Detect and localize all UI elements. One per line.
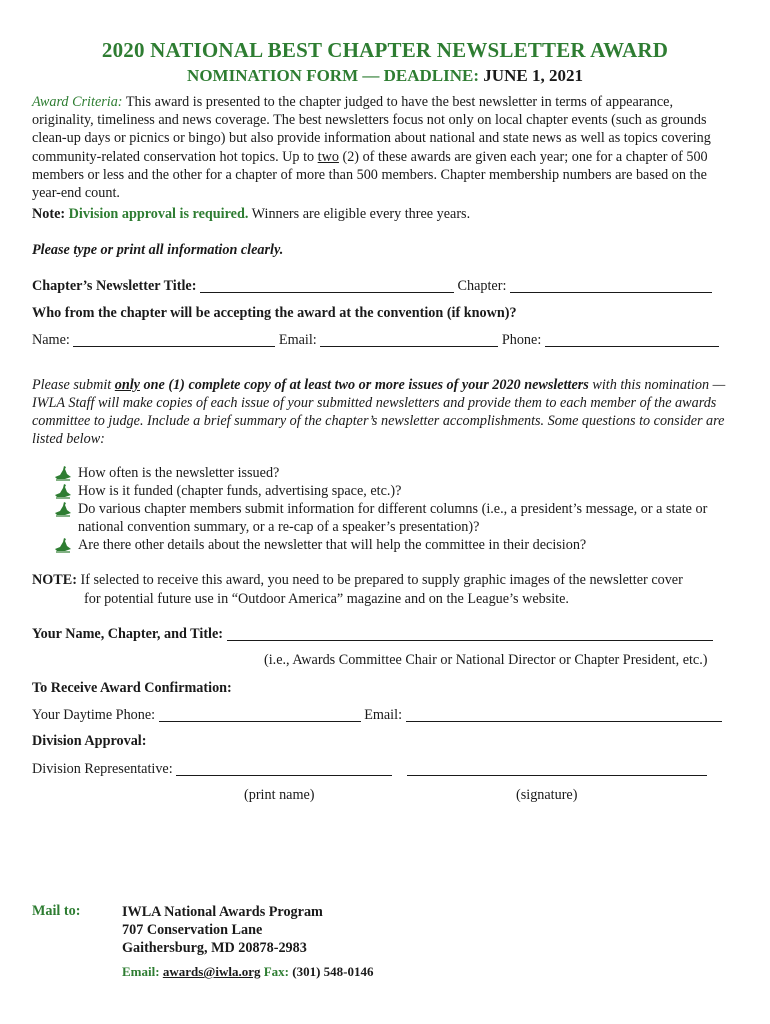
goose-icon — [54, 483, 72, 499]
note2-line2: for potential future use in “Outdoor America” magazine and on the League’s website. — [84, 590, 569, 607]
fax-number: (301) 548-0146 — [292, 964, 374, 979]
accepting-question: Who from the chapter will be accepting the award at the convention (if known)? — [32, 305, 517, 321]
fax-label: Fax: — [263, 964, 290, 979]
list-item — [54, 464, 738, 482]
instructions: Please type or print all information clearly. — [32, 242, 284, 258]
note2-label: NOTE: — [32, 572, 77, 588]
newsletter-title-row — [32, 278, 738, 295]
question-text: How often is the newsletter issued? — [78, 465, 280, 481]
newsletter-title-field[interactable] — [200, 278, 454, 293]
question-text: Do various chapter members submit information for different columns (i.e., a president’s message, or a state or national convention summary, or a re-cap of a speaker’s presentation)? — [78, 501, 708, 535]
print-name-caption: (print name) — [244, 787, 315, 803]
page-title: 2020 NATIONAL BEST CHAPTER NEWSLETTER AWARD — [101, 38, 669, 62]
submission-instructions — [32, 376, 738, 448]
chapter-field[interactable] — [510, 278, 712, 293]
name-label: Name: — [32, 332, 70, 348]
address-line: IWLA National Awards Program — [122, 904, 323, 920]
nominator-field[interactable] — [227, 626, 713, 641]
nominator-label: Your Name, Chapter, and Title: — [32, 626, 224, 642]
daytime-phone-label: Your Daytime Phone: — [32, 707, 156, 723]
criteria-text-before: This award is presented to the chapter judged to have the best newsletter in terms of appearance, originality, timeliness and news coverage. The best newsletters focus not only on local chapter events (such as grounds clean-up days or picnics or bingo) but also provide information about national and state news as well as topics covering community-related conservation hot topics. Up to — [32, 94, 711, 165]
newsletter-title-label: Chapter’s Newsletter Title: — [32, 278, 197, 294]
note-highlight: Division approval is required. — [65, 206, 249, 222]
mail-to-label: Mail to: — [32, 903, 81, 919]
submit-before: Please submit — [32, 377, 115, 393]
list-item — [54, 500, 738, 536]
phone-field[interactable] — [545, 332, 719, 347]
division-rep-label: Division Representative: — [32, 761, 173, 777]
name-field[interactable] — [73, 332, 275, 347]
award-criteria-label: Award Criteria: — [32, 94, 123, 110]
phone-label: Phone: — [501, 332, 542, 348]
deadline-date: JUNE 1, 2021 — [483, 66, 583, 85]
submit-bold: one (1) complete copy of at least two or more issues of your 2020 newsletters — [139, 377, 589, 393]
chapter-label: Chapter: — [457, 278, 507, 294]
contact-email-link[interactable]: awards@iwla.org — [162, 964, 261, 979]
question-text: How is it funded (chapter funds, advertising space, etc.)? — [78, 483, 402, 499]
daytime-phone-field[interactable] — [159, 707, 361, 722]
acceptor-row — [32, 332, 738, 349]
submit-only: only — [114, 377, 140, 393]
division-heading: Division Approval: — [32, 733, 147, 749]
contact-email-label: Email: — [122, 964, 160, 979]
question-list — [54, 464, 738, 554]
nominator-row — [32, 626, 738, 643]
list-item — [54, 482, 738, 500]
division-rep-signature-field[interactable] — [407, 761, 707, 776]
goose-icon — [54, 465, 72, 481]
goose-icon — [54, 537, 72, 553]
confirmation-email-label: Email: — [364, 707, 403, 723]
email-label: Email: — [278, 332, 317, 348]
nomination-form-label: NOMINATION FORM — DEADLINE: — [187, 66, 480, 85]
note-label: Note: — [32, 206, 66, 222]
note2-line1: If selected to receive this award, you need to be prepared to supply graphic images of the newsletter cover — [76, 572, 683, 588]
division-note — [32, 206, 470, 223]
criteria-text-after: (2) of these awards are given each year; one for a chapter of 500 members or less and the other for a chapter of more than 500 members. Chapter membership numbers are based on the year-end count. — [32, 148, 708, 202]
note-rest: Winners are eligible every three years. — [248, 206, 471, 222]
confirmation-email-field[interactable] — [406, 707, 722, 722]
division-rep-name-field[interactable] — [176, 761, 392, 776]
mailing-address — [122, 903, 323, 957]
page-subtitle — [32, 66, 738, 86]
confirmation-row — [32, 707, 738, 724]
confirmation-heading: To Receive Award Confirmation: — [32, 680, 232, 696]
submit-after: with this nomination — IWLA Staff will make copies of each issue of your submitted newsletters and provide them to each member of the awards committee to judge. Include a brief summary of the chapter’s newsletter accomplishments. Some questions to consider are listed below: — [32, 377, 726, 447]
signature-caption: (signature) — [516, 787, 578, 803]
contact-line — [122, 964, 374, 980]
address-line: Gaithersburg, MD 20878-2983 — [122, 940, 307, 956]
award-criteria — [32, 93, 738, 202]
criteria-underlined: two — [317, 148, 339, 165]
list-item — [54, 536, 738, 554]
nominator-hint: (i.e., Awards Committee Chair or National Director or Chapter President, etc.) — [264, 652, 708, 668]
graphics-note — [32, 571, 738, 608]
division-row — [32, 761, 738, 778]
email-field[interactable] — [320, 332, 498, 347]
address-line: 707 Conservation Lane — [122, 922, 263, 938]
question-text: Are there other details about the newsletter that will help the committee in their decision? — [78, 537, 587, 553]
goose-icon — [54, 501, 72, 517]
